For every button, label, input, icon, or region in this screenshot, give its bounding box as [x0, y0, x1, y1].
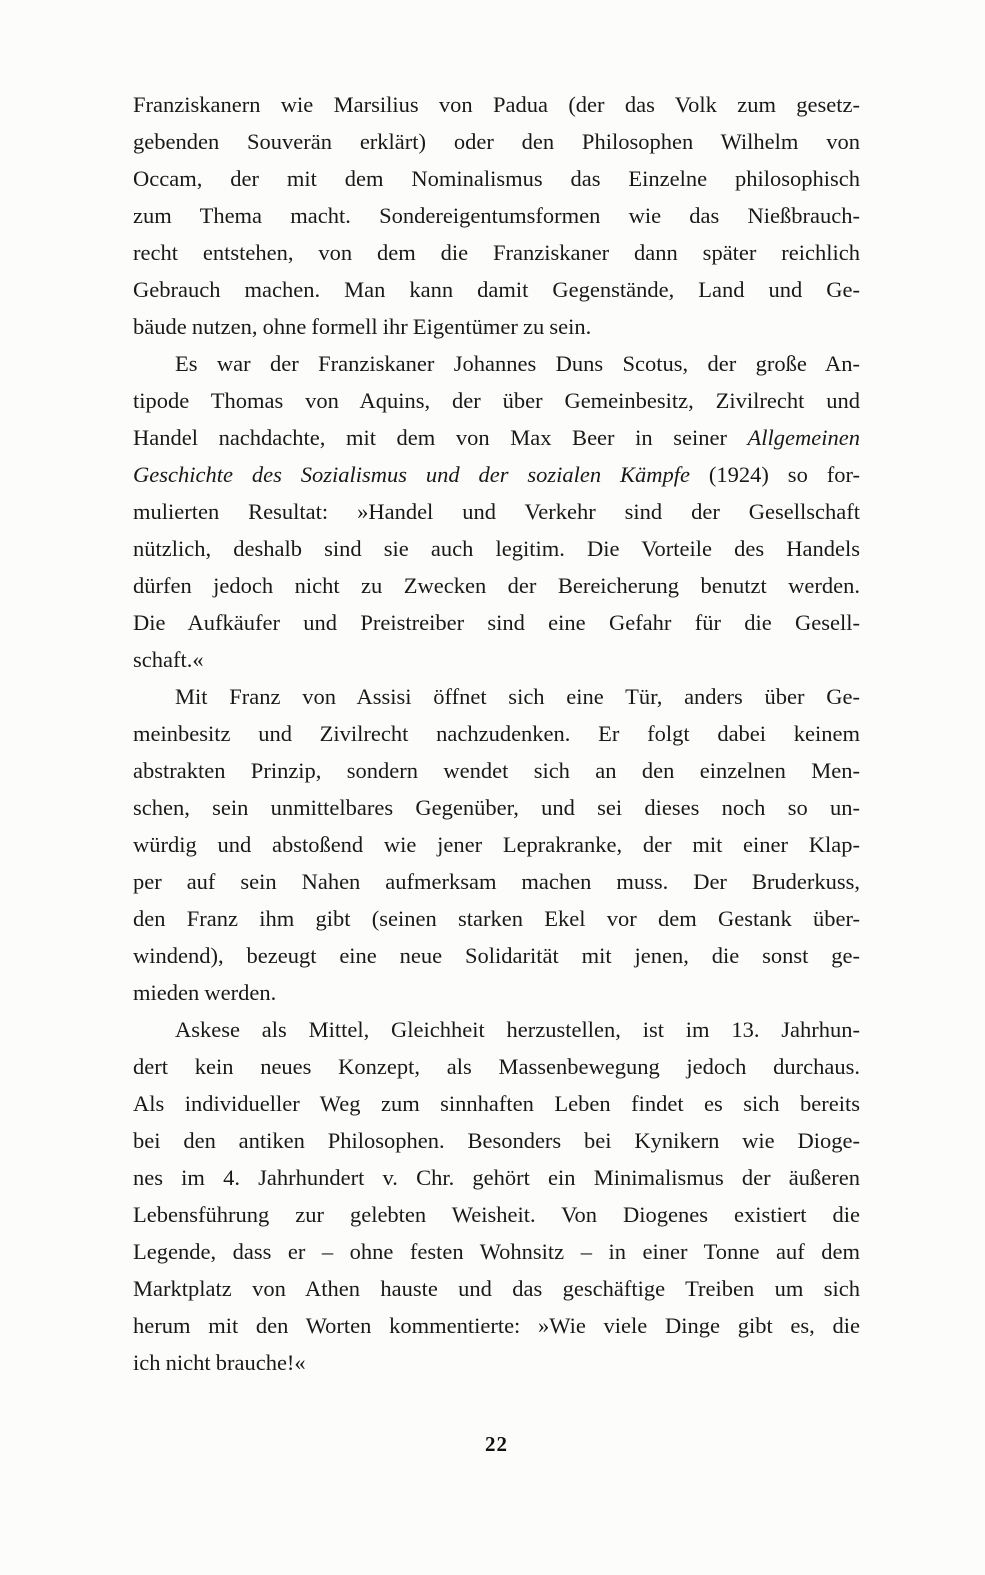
italic-text-segment: Geschichte des Sozialismus und der sozialen Kämpfe [133, 462, 691, 487]
text-segment: Lebensführung zur gelebten Weisheit. Von Diogenes existiert die [133, 1202, 860, 1227]
text-segment: Askese als Mittel, Gleichheit herzustellen, ist im 13. Jahrhun- [175, 1017, 860, 1042]
text-line [133, 382, 860, 419]
text-segment: gebenden Souverän erklärt) oder den Philosophen Wilhelm von [133, 129, 860, 154]
page-number: 22 [485, 1432, 508, 1456]
text-segment: schen, sein unmittelbares Gegenüber, und sei dieses noch so un- [133, 795, 860, 820]
text-segment: meinbesitz und Zivilrecht nachzudenken. Er folgt dabei keinem [133, 721, 860, 746]
italic-text-segment: Allgemeinen [747, 425, 860, 450]
text-line [133, 1159, 860, 1196]
text-segment: per auf sein Nahen aufmerksam machen muss. Der Bruderkuss, [133, 869, 860, 894]
text-segment: Als individueller Weg zum sinnhaften Leben findet es sich bereits [133, 1091, 860, 1116]
text-segment: dürfen jedoch nicht zu Zwecken der Bereicherung benutzt werden. [133, 573, 860, 598]
text-line [133, 1048, 860, 1085]
text-segment: nützlich, deshalb sind sie auch legitim. Die Vorteile des Handels [133, 536, 860, 561]
text-segment: mieden werden. [133, 980, 277, 1005]
text-block [133, 86, 860, 1381]
text-line [133, 937, 860, 974]
text-line [133, 974, 860, 1011]
text-line [133, 271, 860, 308]
text-line [133, 493, 860, 530]
text-segment: würdig und abstoßend wie jener Leprakranke, der mit einer Klap- [133, 832, 860, 857]
text-segment: tipode Thomas von Aquins, der über Gemeinbesitz, Zivilrecht und [133, 388, 860, 413]
text-segment: ich nicht brauche!« [133, 1350, 306, 1375]
text-segment: Marktplatz von Athen hauste und das geschäftige Treiben um sich [133, 1276, 860, 1301]
text-line [133, 752, 860, 789]
text-segment: bei den antiken Philosophen. Besonders bei Kynikern wie Dioge- [133, 1128, 860, 1153]
text-line [133, 308, 860, 345]
text-line [133, 197, 860, 234]
text-line [133, 345, 860, 382]
text-segment: den Franz ihm gibt (seinen starken Ekel vor dem Gestank über- [133, 906, 860, 931]
text-segment: mulierten Resultat: »Handel und Verkehr sind der Gesellschaft [133, 499, 860, 524]
text-line [133, 86, 860, 123]
text-segment: herum mit den Worten kommentierte: »Wie viele Dinge gibt es, die [133, 1313, 860, 1338]
text-line [133, 1011, 860, 1048]
text-line [133, 160, 860, 197]
paragraph [133, 1011, 860, 1381]
text-line [133, 1344, 860, 1381]
text-segment: dert kein neues Konzept, als Massenbewegung jedoch durchaus. [133, 1054, 860, 1079]
paragraph [133, 345, 860, 678]
text-line [133, 678, 860, 715]
text-line [133, 123, 860, 160]
text-line [133, 234, 860, 271]
text-segment: Legende, dass er – ohne festen Wohnsitz – in einer Tonne auf dem [133, 1239, 860, 1264]
text-line [133, 456, 860, 493]
text-segment: bäude nutzen, ohne formell ihr Eigentümer zu sein. [133, 314, 592, 339]
text-segment: schaft.« [133, 647, 204, 672]
text-line [133, 641, 860, 678]
text-line [133, 715, 860, 752]
text-line [133, 567, 860, 604]
text-line [133, 1270, 860, 1307]
text-segment: Die Aufkäufer und Preistreiber sind eine Gefahr für die Gesell- [133, 610, 860, 635]
text-segment: zum Thema macht. Sondereigentumsformen wie das Nießbrauch- [133, 203, 860, 228]
text-segment: (1924) so for- [690, 462, 860, 487]
text-line [133, 1085, 860, 1122]
paragraph [133, 678, 860, 1011]
text-segment: abstrakten Prinzip, sondern wendet sich an den einzelnen Men- [133, 758, 860, 783]
text-line [133, 530, 860, 567]
text-line [133, 419, 860, 456]
text-line [133, 863, 860, 900]
text-segment: Occam, der mit dem Nominalismus das Einzelne philosophisch [133, 166, 860, 191]
text-segment: recht entstehen, von dem die Franziskaner dann später reichlich [133, 240, 860, 265]
text-segment: Handel nachdachte, mit dem von Max Beer in seiner [133, 425, 748, 450]
text-line [133, 604, 860, 641]
text-line [133, 826, 860, 863]
text-segment: windend), bezeugt eine neue Solidarität mit jenen, die sonst ge- [133, 943, 860, 968]
text-segment: Franziskanern wie Marsilius von Padua (der das Volk zum gesetz- [133, 92, 860, 117]
text-segment: Mit Franz von Assisi öffnet sich eine Tür, anders über Ge- [175, 684, 860, 709]
text-line [133, 1233, 860, 1270]
text-line [133, 1307, 860, 1344]
text-line [133, 900, 860, 937]
text-line [133, 1122, 860, 1159]
text-line [133, 789, 860, 826]
text-line [133, 1196, 860, 1233]
text-segment: Gebrauch machen. Man kann damit Gegenstände, Land und Ge- [133, 277, 860, 302]
text-segment: Es war der Franziskaner Johannes Duns Scotus, der große An- [175, 351, 860, 376]
text-segment: nes im 4. Jahrhundert v. Chr. gehört ein Minimalismus der äußeren [133, 1165, 860, 1190]
paragraph [133, 86, 860, 345]
